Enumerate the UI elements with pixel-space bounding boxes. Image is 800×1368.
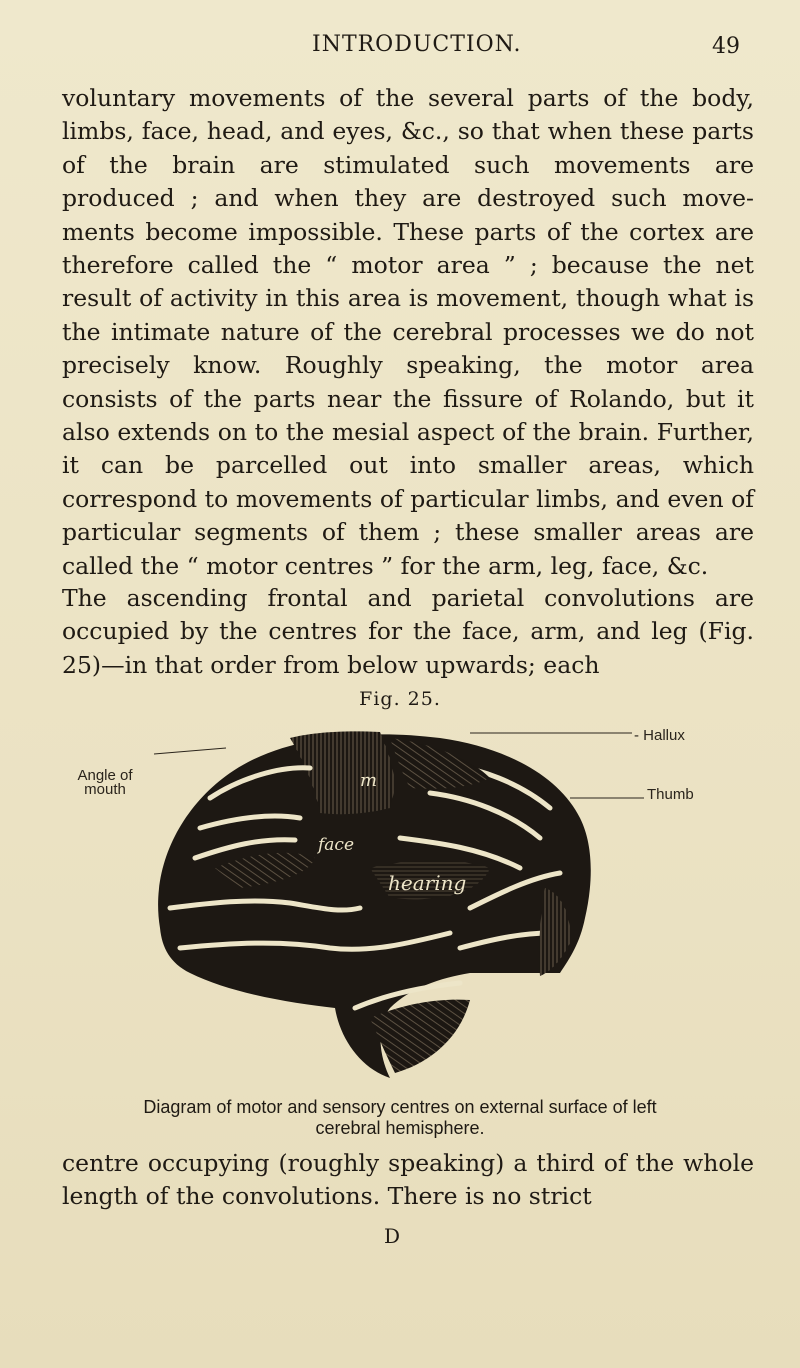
label-m: m: [360, 770, 378, 791]
page-header: [0, 32, 800, 62]
figure-caption: Diagram of motor and sensory centres on external surface of left cerebral hemisphere.: [143, 1097, 657, 1138]
label-face: face: [318, 835, 355, 855]
callout-hallux: - Hallux: [634, 727, 685, 744]
running-head: INTRODUCTION.: [312, 32, 522, 57]
callout-hallux-label: Hallux: [643, 727, 685, 744]
paragraph-1-text: voluntary movements of the several parts of the body, limbs, face, head, and eyes, &c., so that when these parts of the brain are stimulated such movements are produced ; and when they are destroyed such move- ments become impossible. These parts of the cortex are therefore called the “ motor area ” ; because the net result of activity in this area is movement, though what is the intimate nature of the cerebral processes we do not precisely know. Roughly speaking, the motor area consists of the parts near the fissure of Rolando, but it also extends on to the mesial aspect of the brain. Further, it can be parcelled out into smaller areas, which correspond to movements of particular limbs, and even of particular segments of them ; these smaller areas are called the “ motor centres ” for the arm, leg, face, &c.: [62, 84, 754, 580]
paragraph-2-text: The ascending frontal and parietal convolutions are occupied by the centres for the face, arm, and leg (Fig. 25)—in that order from below upwards; each: [62, 584, 754, 679]
label-hearing: hearing: [388, 871, 467, 895]
figure-label: Fig. 25.: [359, 688, 441, 710]
signature-mark: D: [384, 1224, 401, 1248]
callout-angle-of-mouth: Angle of mouth: [77, 767, 133, 798]
paragraph-3-text: centre occupying (roughly speaking) a third of the whole length of the convolutions. There is no strict: [62, 1149, 754, 1211]
paragraph-3: [62, 1147, 754, 1214]
paragraph-2: [62, 582, 754, 682]
angle-leader-line: [154, 748, 226, 754]
callout-thumb: Thumb: [647, 786, 694, 803]
paragraph-1: [62, 82, 754, 583]
page-number: 49: [712, 34, 740, 59]
brain-hemisphere-diagram: [140, 718, 650, 1088]
